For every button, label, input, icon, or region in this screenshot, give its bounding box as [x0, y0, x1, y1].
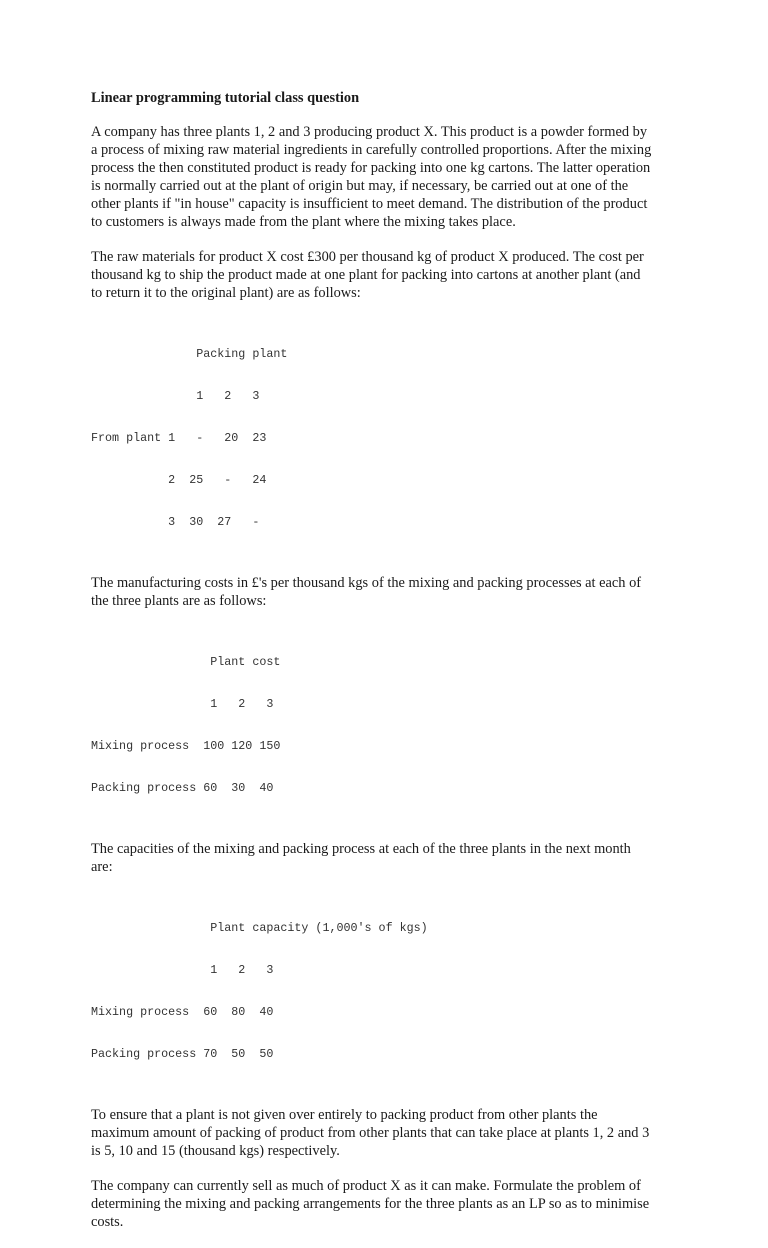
table-row: Mixing process 100 120 150: [91, 739, 281, 753]
capacities-paragraph: The capacities of the mixing and packing process at each of the three plants in the next month are:: [91, 841, 631, 875]
raw-materials-paragraph: The raw materials for product X cost £300 per thousand kg of product X produced. The cost per thousand kg to ship the product made at one plant for packing into cartons at another plant (and to return it to the original plant) are as follows:: [91, 249, 644, 301]
document-page: [91, 89, 691, 1248]
max-packing-paragraph: To ensure that a plant is not given over entirely to packing product from other plants the maximum amount of packing of product from other plants that can take place at plants 1, 2 and 3 is 5, 10 and 15 (thousand kgs) respectively.: [91, 1107, 650, 1159]
table-row: 1 2 3: [91, 963, 274, 977]
table-row: 1 2 3: [91, 697, 274, 711]
table-row: Packing plant: [91, 347, 288, 361]
document-title: Linear programming tutorial class question: [91, 90, 360, 106]
plant-cost-table: [91, 627, 691, 823]
table-row: Mixing process 60 80 40: [91, 1005, 274, 1019]
intro-paragraph: A company has three plants 1, 2 and 3 producing product X. This product is a powder formed by a process of mixing raw material ingredients in carefully controlled proportions. After the mixing process the then constituted product is ready for packing into one kg cartons. The latter operation is normally carried out at the plant of origin but may, if necessary, be carried out at one of the other plants if "in house" capacity is insufficient to meet demand. The distribution of the product to customers is always made from the plant where the mixing takes place.: [91, 124, 652, 230]
table-row: Plant capacity (1,000's of kgs): [91, 921, 428, 935]
plant-capacity-table: [91, 893, 691, 1089]
table-row: Plant cost: [91, 655, 281, 669]
table-row: From plant 1 - 20 23: [91, 431, 267, 445]
table-row: 1 2 3: [91, 389, 260, 403]
table-row: 3 30 27 -: [91, 515, 260, 529]
table-row: Packing process 70 50 50: [91, 1047, 274, 1061]
conclusion-paragraph: The company can currently sell as much of product X as it can make. Formulate the problem of determining the mixing and packing arrangements for the three plants as an LP so as to minimise costs.: [91, 1178, 650, 1230]
manufacturing-paragraph: The manufacturing costs in £'s per thousand kgs of the mixing and packing processes at each of the three plants are as follows:: [91, 575, 642, 609]
table-row: Packing process 60 30 40: [91, 781, 274, 795]
shipping-cost-table: [91, 319, 691, 557]
table-row: 2 25 - 24: [91, 473, 267, 487]
